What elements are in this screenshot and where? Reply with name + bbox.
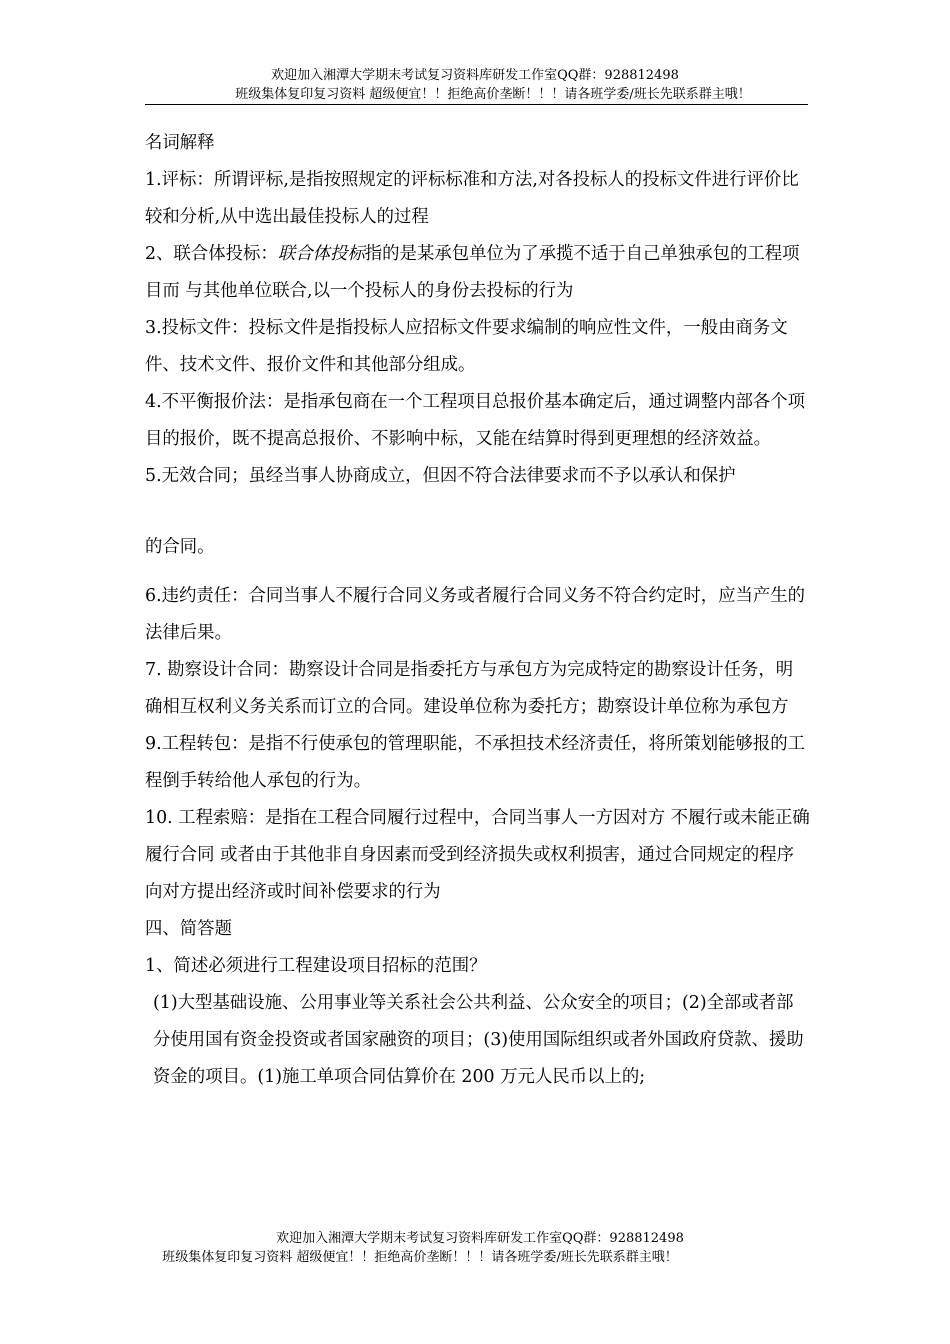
page-header: [145, 66, 805, 104]
term-5-line-1: 5.无效合同；虽经当事人协商成立，但因不符合法律要求而不予以承认和保护: [145, 466, 736, 486]
spacer: [145, 495, 810, 529]
header-rule: [145, 104, 808, 105]
question-1: 1、简述必须进行工程建设项目招标的范围？: [145, 956, 487, 976]
term-10: 10. 工程索赔：是指在工程合同履行过程中，合同当事人一方因对方 不履行或未能正确履行合同 或者由于其他非自身因素而受到经济损失或权利损害，通过合同规定的程序向对方提出经济或时间补偿要求的行为: [145, 808, 810, 902]
terms-section-title: 名词解释: [145, 133, 215, 153]
header-line-2: 班级集体复印复习资料 超级便宜！！拒绝高价垄断！！！请各班学委/班长先联系群主哦！: [235, 87, 751, 102]
spacer: [145, 566, 810, 578]
term-2: [145, 236, 810, 310]
term-2-rest: 指的是某承包单位为了承揽不适于自己单独承包的工程项目而 与其他单位联合,以一个投标人的身份去投标的行为: [145, 244, 800, 301]
answer-1: (1)大型基础设施、公用事业等关系社会公共利益、公众安全的项目；(2)全部或者部分使用国有资金投资或者国家融资的项目；(3)使用国际组织或者外国政府贷款、援助资金的项目。(1)施工单项合同估算价在 200 万元人民币以上的;: [153, 993, 804, 1087]
page-footer: [130, 1229, 830, 1267]
footer-line-2: 班级集体复印复习资料 超级便宜！！拒绝高价垄断！！！请各班学委/班长先联系群主哦！: [162, 1250, 678, 1265]
term-5-line-2: 的合同。: [145, 537, 215, 557]
term-9: 9.工程转包：是指不行使承包的管理职能，不承担技术经济责任，将所策划能够报的工程倒手转给他人承包的行为。: [145, 734, 806, 791]
term-2-prefix: 2、联合体投标：: [145, 244, 278, 264]
term-1: 1.评标：所谓评标,是指按照规定的评标标准和方法,对各投标人的投标文件进行评价比较和分析,从中选出最佳投标人的过程: [145, 170, 799, 227]
short-answer-section-title: 四、简答题: [145, 919, 232, 939]
header-line-1: 欢迎加入湘潭大学期末考试复习资料库研发工作室QQ群：928812498: [271, 68, 679, 83]
document-body: [145, 125, 810, 1096]
footer-line-1: 欢迎加入湘潭大学期末考试复习资料库研发工作室QQ群：928812498: [276, 1231, 684, 1246]
term-3: 3.投标文件：投标文件是指投标人应招标文件要求编制的响应性文件，一般由商务文件、技术文件、报价文件和其他部分组成。: [145, 318, 788, 375]
term-2-italic: 联合体投标: [277, 244, 365, 264]
term-6: 6.违约责任：合同当事人不履行合同义务或者履行合同义务不符合约定时，应当产生的法律后果。: [145, 586, 806, 643]
term-7: 7. 勘察设计合同：勘察设计合同是指委托方与承包方为完成特定的勘察设计任务，明确相互权利义务关系而订立的合同。建设单位称为委托方；勘察设计单位称为承包方: [145, 660, 794, 717]
term-4: 4.不平衡报价法：是指承包商在一个工程项目总报价基本确定后，通过调整内部各个项目的报价，既不提高总报价、不影响中标，又能在结算时得到更理想的经济效益。: [145, 392, 806, 449]
